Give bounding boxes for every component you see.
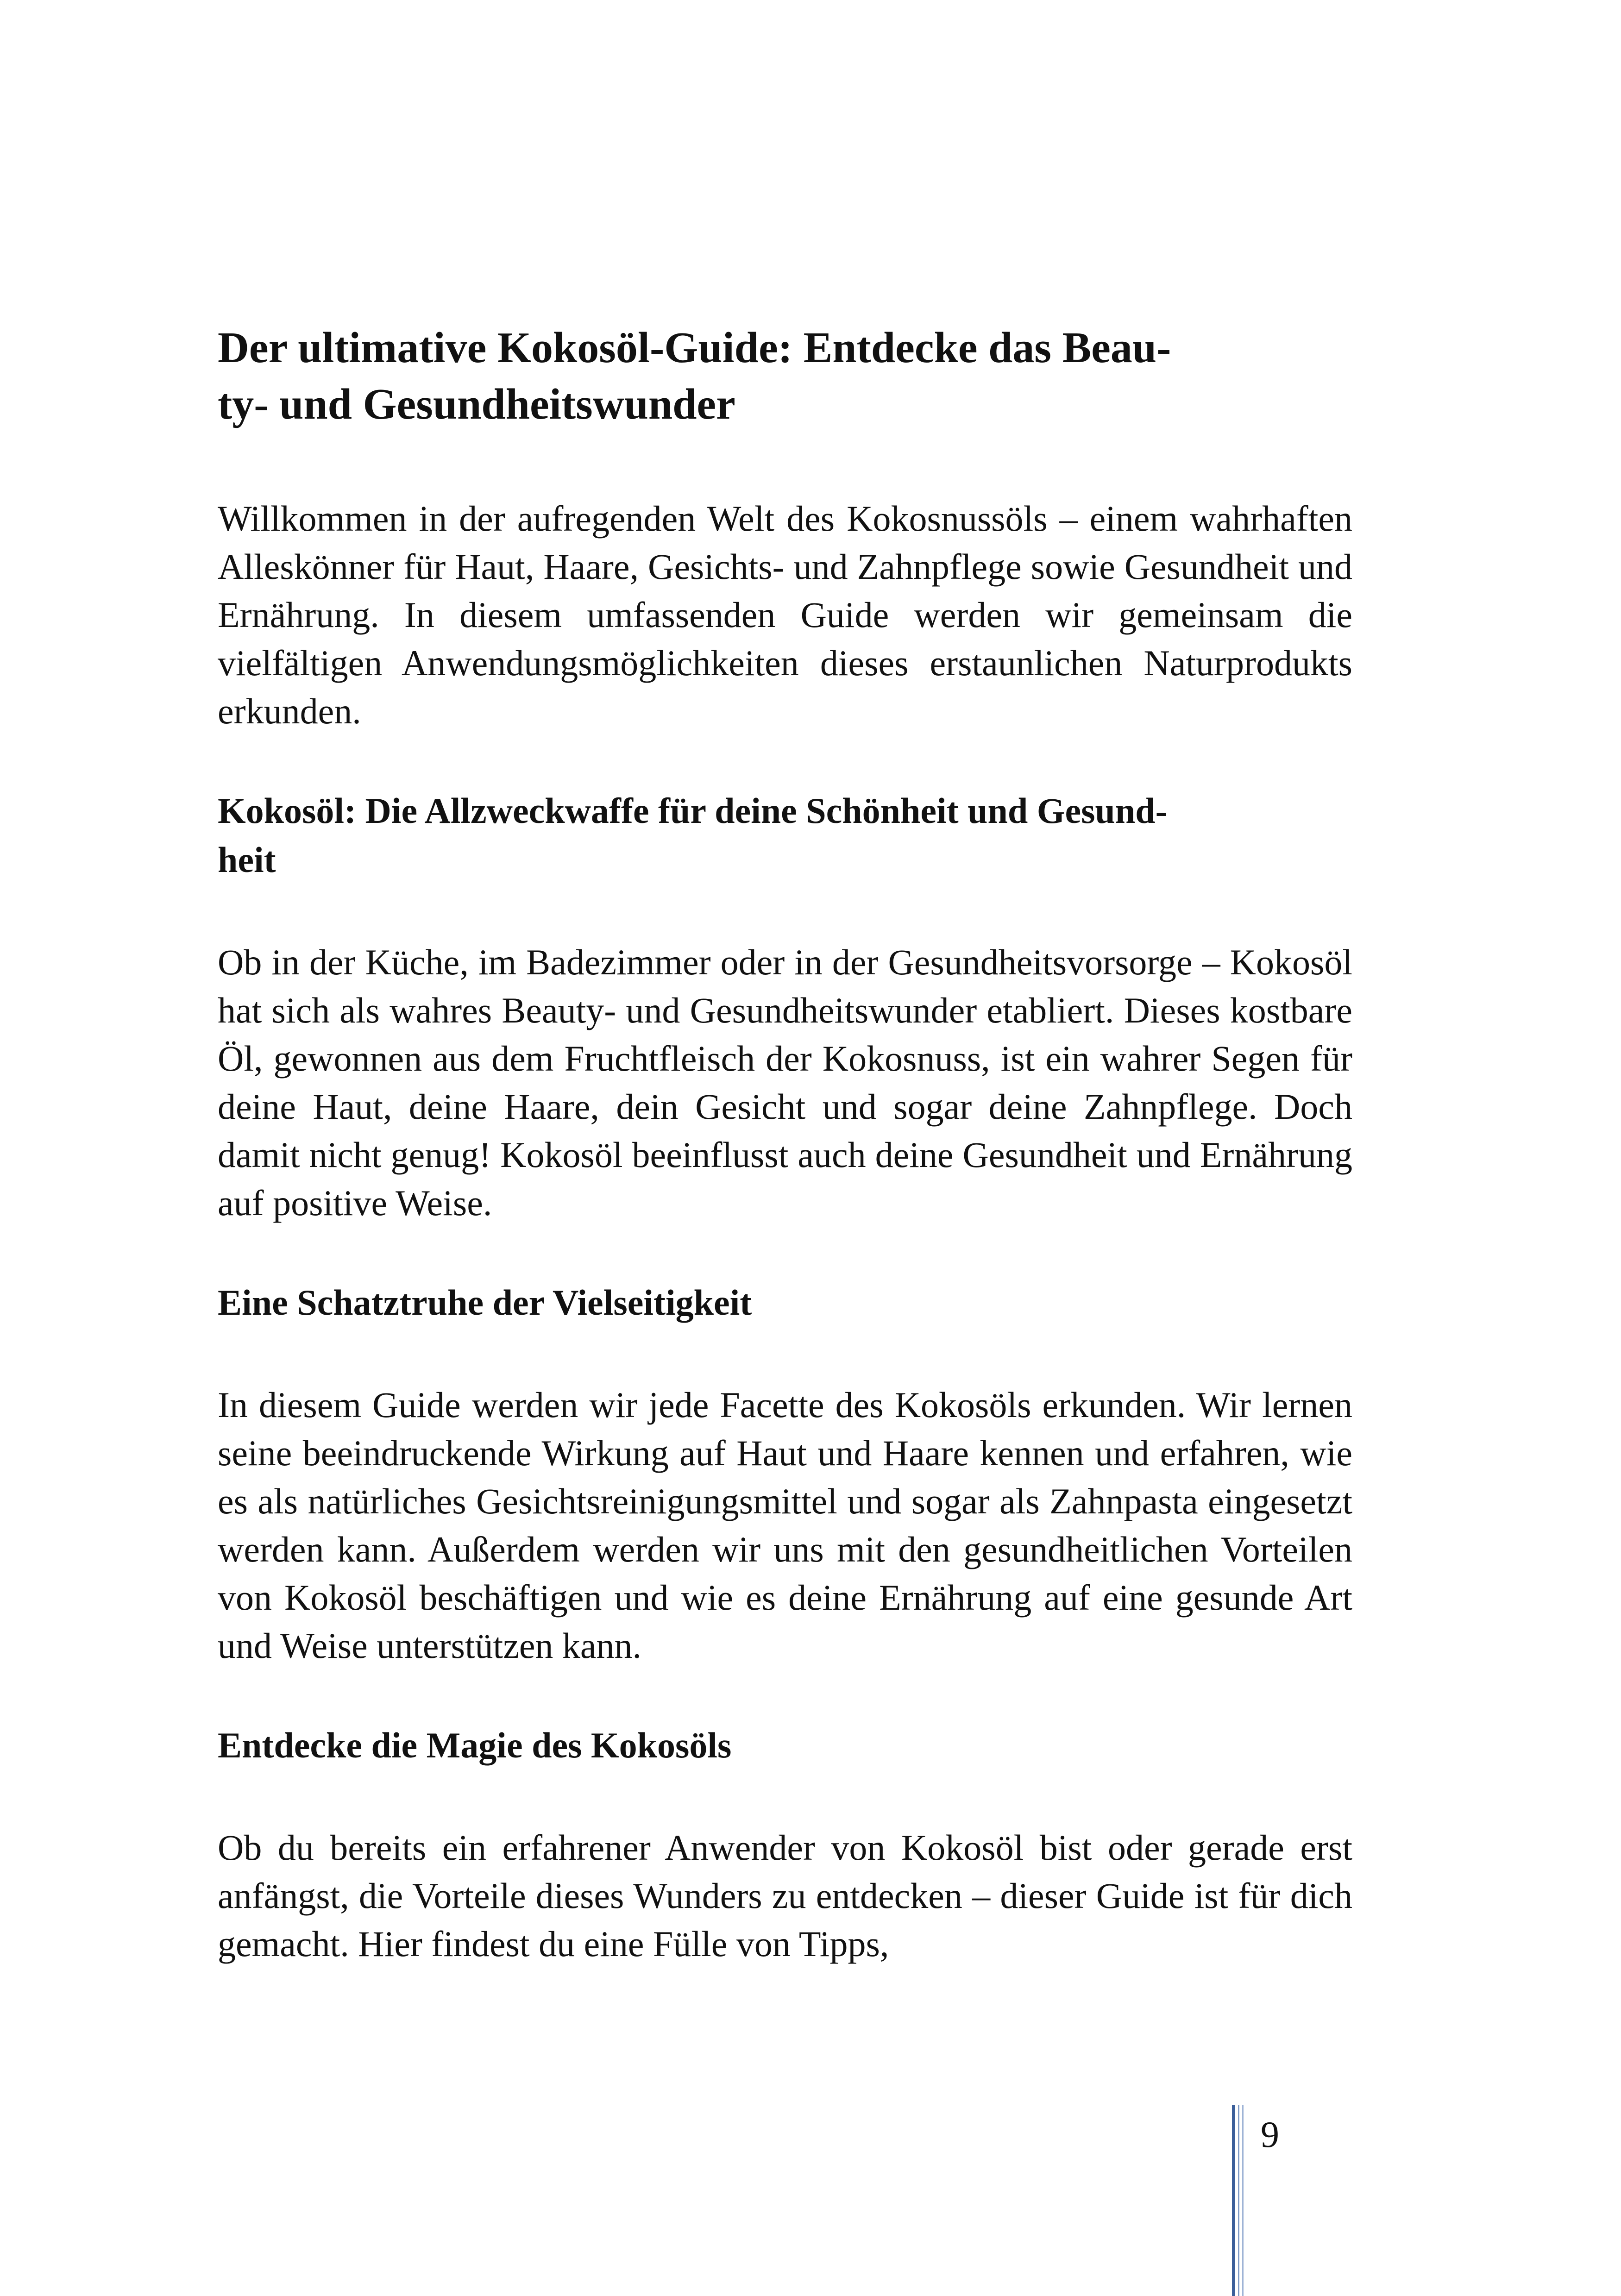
section-heading-schatztruhe: Eine Schatztruhe der Vielseitigkeit: [218, 1282, 752, 1323]
page-title-line-2: ty- und Gesundheitswunder: [218, 380, 735, 428]
section-heading-magie: Entdecke die Magie des Kokosöls: [218, 1725, 732, 1765]
section-heading-line-1: Kokosöl: Die Allzweckwaffe für deine Schönheit und Gesund-: [218, 790, 1168, 831]
intro-paragraph: Willkommen in der aufregenden Welt des Kokosnussöls – einem wahrhaften Alleskönner für Haut, Haare, Gesichts- und Zahnpflege sowie Gesundheit und Ernährung. In diesem umfassenden Guide werden wir gemeinsam die vielfältigen Anwendungsmöglichkeiten dieses erstaunlichen Naturprodukts erkunden.: [218, 498, 1352, 731]
section-heading-line-2: heit: [218, 840, 276, 880]
section-heading-allzweckwaffe: [218, 786, 1352, 885]
page-title: [218, 320, 1352, 433]
page-content: [218, 320, 1352, 1968]
page-number: 9: [1261, 2114, 1279, 2155]
section-paragraph-schatztruhe: In diesem Guide werden wir jede Facette des Kokosöls erkunden. Wir lernen seine beeindruckende Wirkung auf Haut und Haare kennen und erfahren, wie es als natürliches Gesichtsreinigungsmittel und sogar als Zahnpasta eingesetzt werden kann. Außerdem werden wir uns mit den gesundheitlichen Vorteilen von Kokosöl beschäftigen und wie es deine Ernährung auf eine gesunde Art und Weise unterstützen kann.: [218, 1385, 1352, 1666]
section-paragraph-magie: Ob du bereits ein erfahrener Anwender von Kokosöl bist oder gerade erst anfängst, die Vorteile dieses Wunders zu entdecken – dieser Guide ist für dich gemacht. Hier findest du eine Fülle von Tipps,: [218, 1827, 1352, 1964]
page-number-rule: [1232, 2105, 1235, 2296]
page-title-line-1: Der ultimative Kokosöl-Guide: Entdecke das Beau-: [218, 324, 1171, 372]
section-paragraph-allzweckwaffe: Ob in der Küche, im Badezimmer oder in der Gesundheitsvorsorge – Kokosöl hat sich als wahres Beauty- und Gesundheitswunder etabliert. Dieses kostbare Öl, gewonnen aus dem Fruchtfleisch der Kokosnuss, ist ein wahrer Segen für deine Haut, deine Haare, dein Gesicht und sogar deine Zahnpflege. Doch damit nicht genug! Kokosöl beeinflusst auch deine Gesundheit und Ernährung auf positive Weise.: [218, 942, 1352, 1223]
page-number-rule-thin: [1238, 2105, 1239, 2296]
page-number-rule-light: [1242, 2105, 1244, 2296]
